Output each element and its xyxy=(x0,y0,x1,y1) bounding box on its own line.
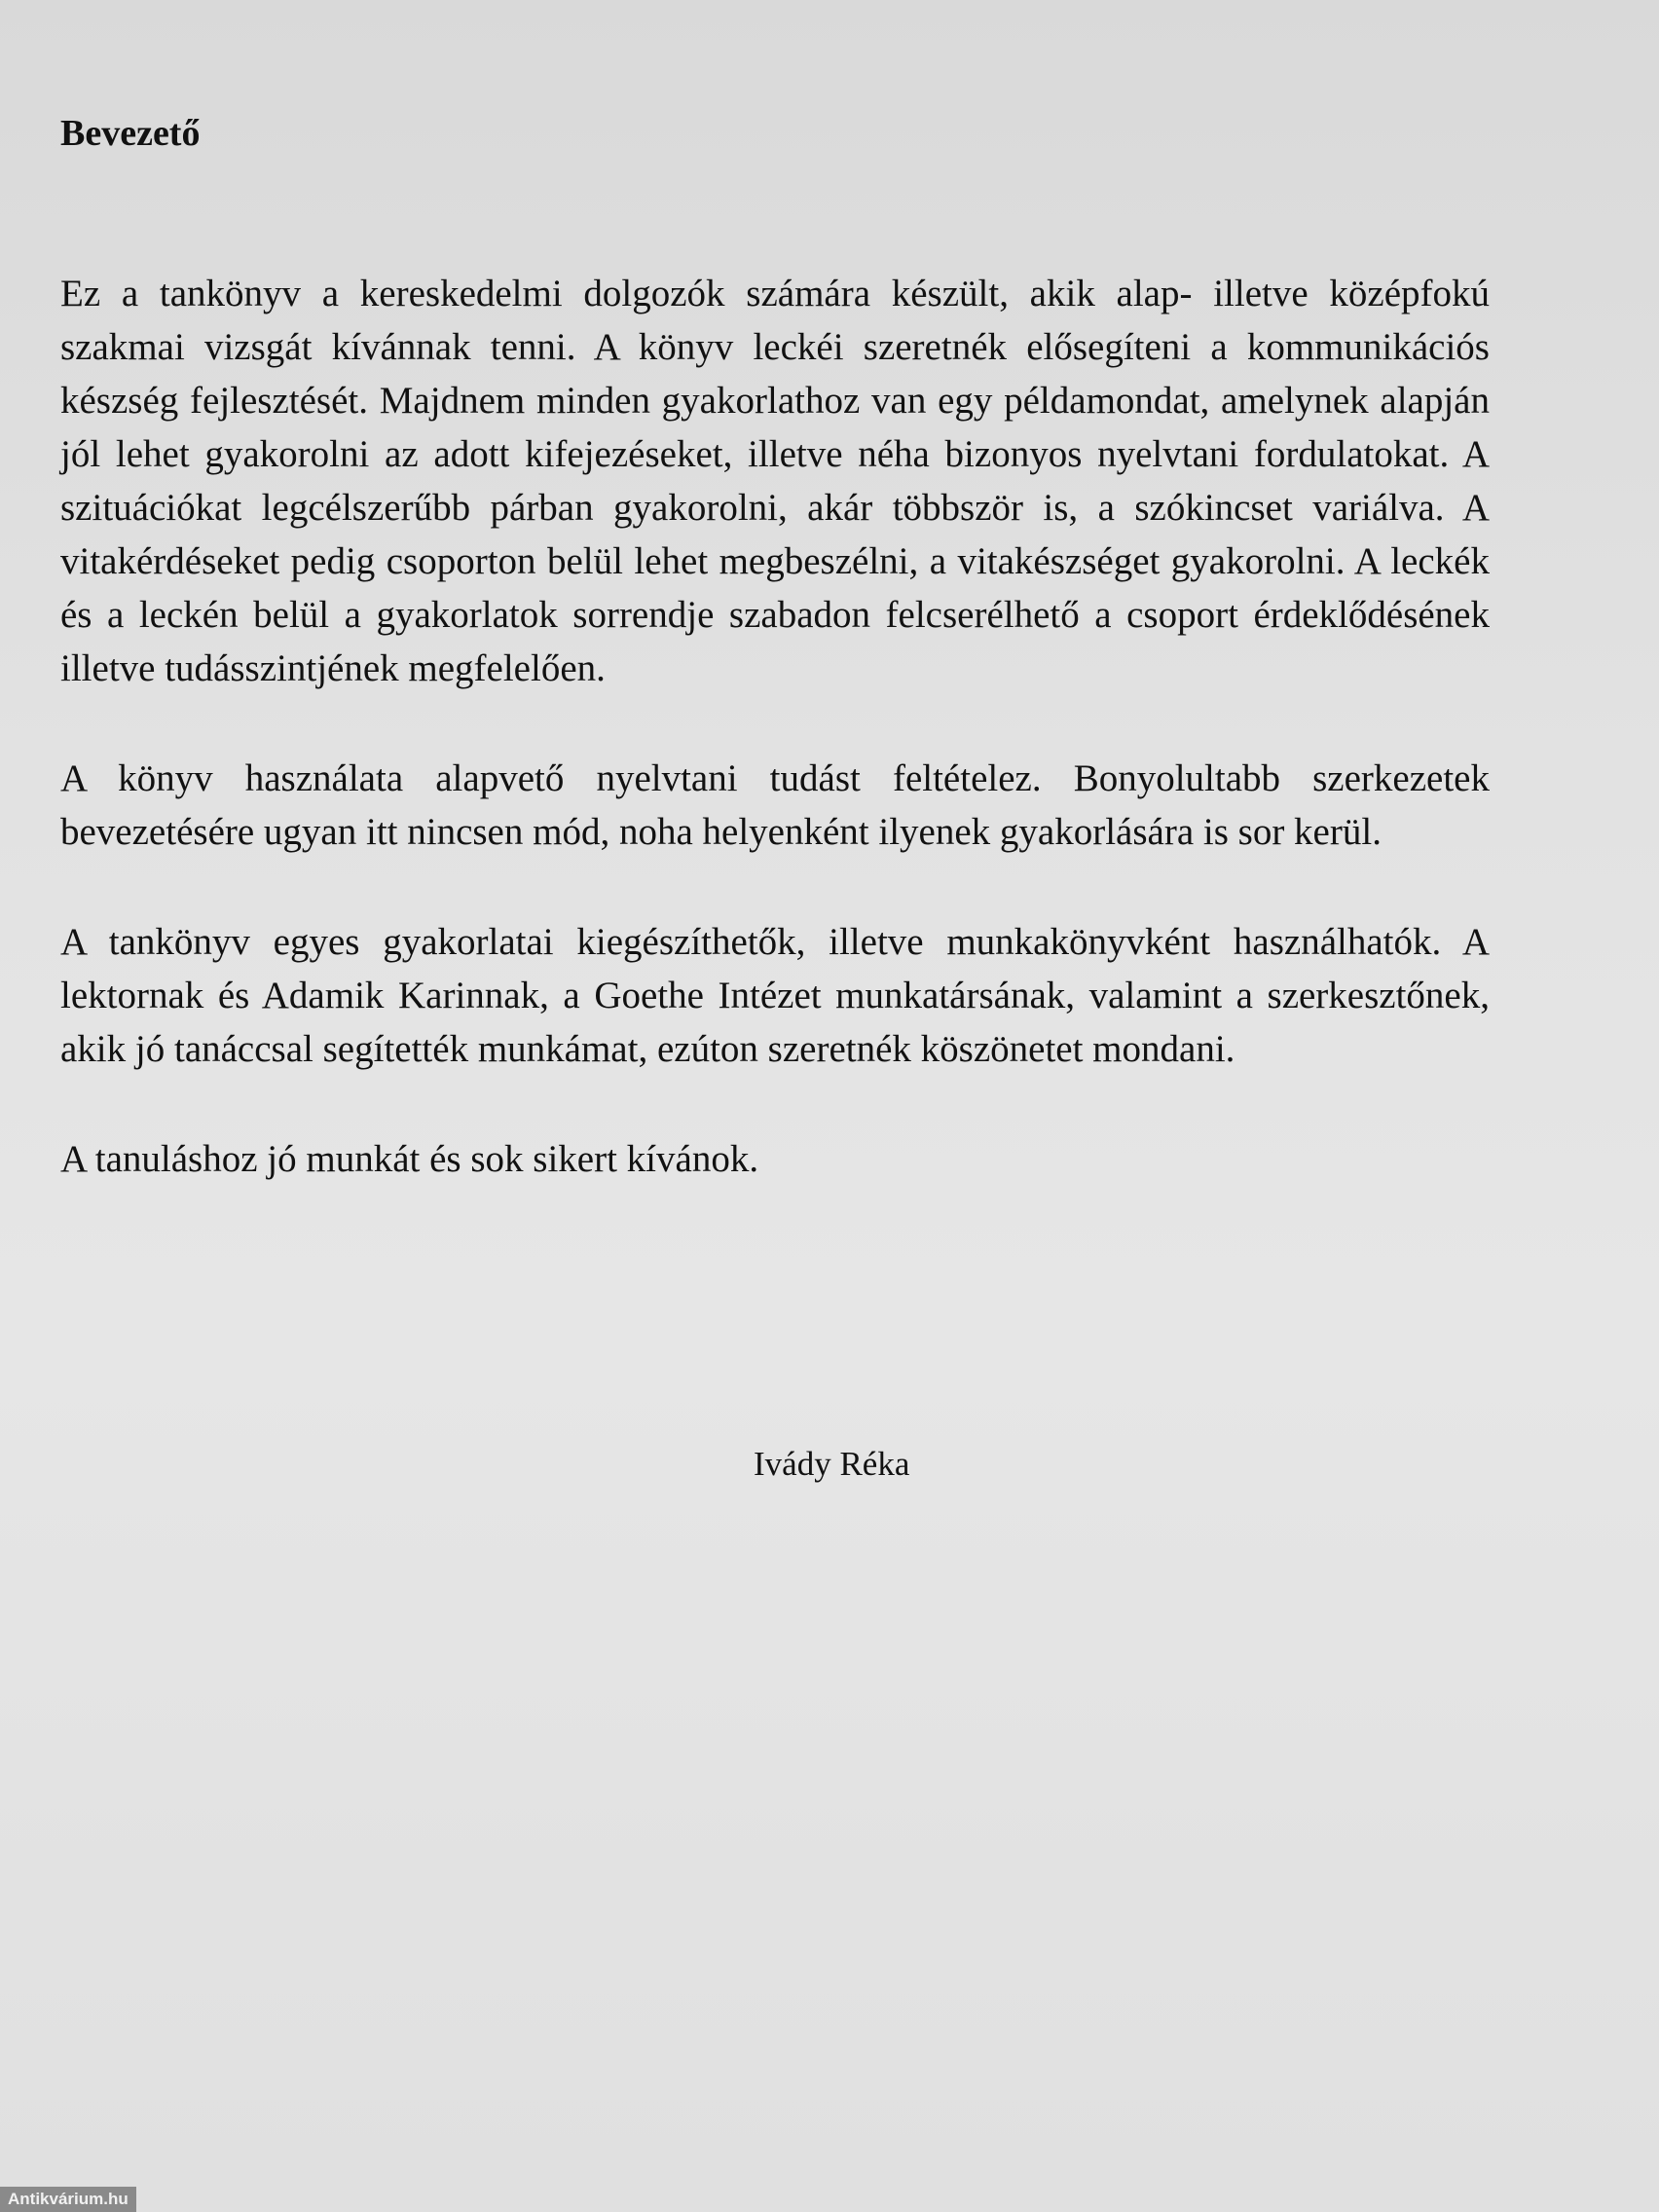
closing-line: A tanuláshoz jó munkát és sok sikert kívánok. xyxy=(60,1138,759,1180)
paragraph-acknowledgements: A tankönyv egyes gyakorlatai kiegészíthetők, illetve munkakönyvként használhatók. A lektornak és Adamik Karinnak, a Goethe Intézet munkatársának, valamint a szerkesztőnek, akik jó tanáccsal segítették munkámat, ezúton szeretnék köszönetet mondani. xyxy=(60,921,1490,1070)
paragraph-usage: A könyv használata alapvető nyelvtani tudást feltételez. Bonyolultabb szerkezetek bevezetésére ugyan itt nincsen mód, noha helyenként ilyenek gyakorlására is sor kerül. xyxy=(60,757,1490,853)
site-watermark: Antikvárium.hu xyxy=(0,2187,136,2212)
author-signature: Ivády Réka xyxy=(754,1445,910,1483)
page-heading: Bevezető xyxy=(60,113,201,154)
paragraph-intro: Ez a tankönyv a kereskedelmi dolgozók számára készült, akik alap- illetve középfokú szakmai vizsgát kívánnak tenni. A könyv leckéi szeretnék elősegíteni a kommunikációs készség fejlesztését. Majdnem minden gyakorlathoz van egy példamondat, amelynek alapján jól lehet gyakorolni az adott kifejezéseket, illetve néha bizonyos nyelvtani fordulatokat. A szituációkat legcélszerűbb párban gyakorolni, akár többször is, a szókincset variálva. A vitakérdéseket pedig csoporton belül lehet megbeszélni, a vitakészséget gyakorolni. A leckék és a leckén belül a gyakorlatok sorrendje szabadon felcserélhető a csoport érdeklődésének illetve tudásszintjének megfelelően. xyxy=(60,273,1490,689)
body-text xyxy=(60,267,1490,1242)
